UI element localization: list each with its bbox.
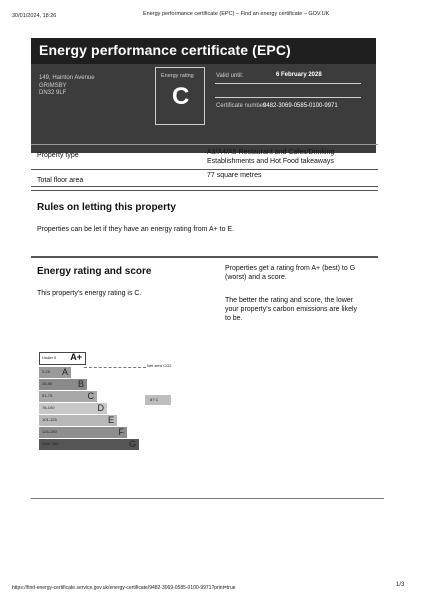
band-range: 0-25 <box>42 369 51 374</box>
band-letter: A <box>61 367 68 377</box>
current-rating-text: 87 C <box>150 397 159 402</box>
address-line: DN32 9LF <box>39 90 67 96</box>
floor-area-label: Total floor area <box>37 177 84 184</box>
valid-until-label: Valid until: <box>216 73 244 79</box>
divider <box>215 97 361 98</box>
divider <box>215 83 361 84</box>
band-range: 126-150 <box>42 429 57 434</box>
property-type-label: Property type <box>37 152 79 159</box>
score-heading: Energy rating and score <box>37 266 152 277</box>
divider <box>31 144 378 145</box>
epc-title: Energy performance certificate (EPC) <box>39 42 291 58</box>
band-letter: G <box>128 439 136 449</box>
band-range: 51-75 <box>42 393 53 398</box>
band-range: 101-125 <box>42 417 57 422</box>
explain-line: to be. <box>225 315 243 322</box>
print-url: https://find-energy-certificate.service.gov.uk/energy-certificate/9482-3069-0585-0100-9971?print=true <box>12 585 236 591</box>
property-address <box>39 75 95 98</box>
explain-line: your property's carbon emissions are likely <box>225 306 358 313</box>
band-letter: D <box>97 403 104 413</box>
divider <box>31 169 378 170</box>
band-range: Over 150 <box>42 441 59 446</box>
explain-line: (worst) and a score. <box>225 274 287 281</box>
band-range: 26-50 <box>42 381 53 386</box>
rating-band-g <box>39 439 139 450</box>
band-letter: F <box>118 427 124 437</box>
property-type-line: A3/A4/A5 Restaurant and Cafes/Drinking <box>207 149 335 156</box>
band-label: Under 0 <box>42 355 57 360</box>
rating-band-e <box>39 415 117 426</box>
energy-rating-label: Energy rating <box>161 73 194 79</box>
divider <box>31 498 384 499</box>
rating-band-f <box>39 427 127 438</box>
net-zero-label: Net zero CO2 <box>147 363 172 368</box>
divider <box>31 256 378 258</box>
rating-explanation <box>225 264 355 282</box>
rating-band-b <box>39 379 87 390</box>
rating-band-d <box>39 403 107 414</box>
score-text: This property's energy rating is C. <box>37 290 142 297</box>
band-range: 76-100 <box>42 405 55 410</box>
letting-heading: Rules on letting this property <box>37 202 176 213</box>
divider <box>31 186 378 187</box>
explain-line: The better the rating and score, the lower <box>225 297 354 304</box>
address-line: 149, Hainton Avenue <box>39 75 95 81</box>
band-letter: B <box>77 379 84 389</box>
print-page-number: 1/3 <box>396 582 405 588</box>
divider <box>31 190 378 191</box>
carbon-explanation <box>225 296 357 323</box>
certificate-number-value: 9482-3069-0585-0100-9971 <box>263 103 338 109</box>
current-rating-marker <box>145 395 171 405</box>
letting-text: Properties can be let if they have an energy rating from A+ to E. <box>37 226 235 233</box>
band-letter: E <box>107 415 114 425</box>
band-letter: C <box>87 391 94 401</box>
valid-until-value: 6 February 2028 <box>276 72 322 78</box>
rating-band-c <box>39 391 97 402</box>
rating-band-a <box>39 367 71 378</box>
property-type-line: Establishments and Hot Food takeaways <box>207 158 334 165</box>
energy-rating-letter: C <box>172 83 190 110</box>
certificate-number-label: Certificate number: <box>216 103 267 109</box>
band-letter: A+ <box>70 352 82 362</box>
net-zero-line <box>84 367 146 368</box>
print-datetime: 30/01/2024, 18:26 <box>12 13 57 19</box>
property-type-value <box>207 148 334 166</box>
explain-line: Properties get a rating from A+ (best) to G <box>225 265 356 272</box>
band-a-plus <box>39 352 86 365</box>
address-line: GRIMSBY <box>39 82 67 89</box>
print-page-title: Energy performance certificate (EPC) – Find an energy certificate – GOV.UK <box>143 11 330 17</box>
floor-area-value: 77 square metres <box>207 172 262 179</box>
